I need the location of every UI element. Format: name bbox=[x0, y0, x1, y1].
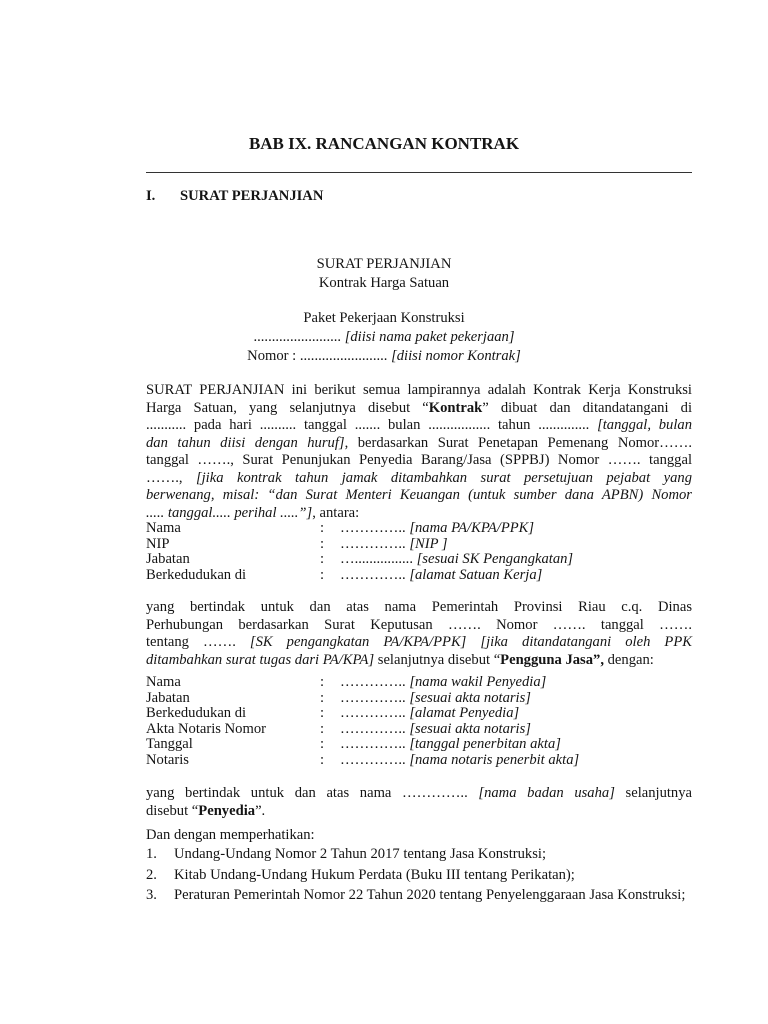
list-text: Kitab Undang-Undang Hukum Perdata (Buku III tentang Perikatan); bbox=[174, 866, 575, 883]
field-label: Nama bbox=[146, 520, 181, 536]
field-value: …................ [sesuai SK Pengangkatan] bbox=[340, 551, 574, 568]
section-heading bbox=[146, 188, 323, 205]
field-value: ………….. [alamat Penyedia] bbox=[340, 705, 520, 722]
party1-field-row bbox=[146, 568, 692, 584]
field-colon: : bbox=[320, 689, 325, 706]
party2-fields bbox=[146, 675, 692, 769]
list-text: Peraturan Pemerintah Nomor 22 Tahun 2020 tentang Penyelenggaraan Jasa Konstruksi; bbox=[174, 887, 686, 903]
field-value: ………….. [nama wakil Penyedia] bbox=[340, 674, 547, 690]
intro-line: ........... pada hari .......... tanggal ....... bulan ................. tahun .............. [tanggal, bulan bbox=[146, 417, 693, 433]
party1-paragraph bbox=[146, 599, 692, 669]
field-value: ………….. [sesuai akta notaris] bbox=[340, 720, 531, 737]
intro-line: tanggal ……., Surat Penunjukan Penyedia Barang/Jasa (SPPBJ) Nomor ……. tanggal bbox=[146, 452, 692, 468]
list-item bbox=[146, 887, 692, 905]
intro-paragraph bbox=[146, 382, 692, 522]
field-label: NIP bbox=[146, 535, 170, 552]
field-value: ………….. [NIP ] bbox=[340, 535, 448, 552]
field-label: Notaris bbox=[146, 751, 189, 768]
party1-fields bbox=[146, 521, 692, 583]
party1-line: tentang ……. [SK pengangkatan PA/KPA/PPK] [jika ditandatangani oleh PPK bbox=[146, 634, 692, 650]
title-divider bbox=[146, 172, 692, 173]
penyedia-term: Penyedia bbox=[198, 802, 256, 819]
list-number: 1. bbox=[146, 846, 157, 862]
chapter-title: BAB IX. RANCANGAN KONTRAK bbox=[248, 134, 520, 153]
field-colon: : bbox=[320, 736, 325, 753]
field-colon: : bbox=[320, 551, 325, 568]
party2-field-row bbox=[146, 691, 692, 707]
field-label: Akta Notaris Nomor bbox=[146, 720, 266, 737]
field-value: ………….. [nama notaris penerbit akta] bbox=[340, 751, 580, 768]
intro-line: ..... tanggal..... perihal .....”], antara: bbox=[146, 504, 360, 521]
kontrak-term: Kontrak bbox=[428, 399, 483, 416]
list-item bbox=[146, 846, 692, 864]
party1-field-row bbox=[146, 537, 692, 553]
party2-field-row bbox=[146, 675, 692, 691]
party1-field-row bbox=[146, 521, 692, 537]
list-text: Undang-Undang Nomor 2 Tahun 2017 tentang Jasa Konstruksi; bbox=[174, 846, 547, 862]
contract-number-label: Nomor : ........................ bbox=[247, 348, 388, 364]
field-label: Nama bbox=[146, 674, 181, 690]
list-number: 2. bbox=[146, 866, 157, 883]
party2-line: disebut “Penyedia”. bbox=[146, 802, 266, 819]
party2-field-row bbox=[146, 706, 692, 722]
field-label: Jabatan bbox=[146, 551, 190, 568]
package-name-dots: ........................ bbox=[253, 329, 342, 345]
field-colon: : bbox=[320, 705, 325, 722]
party2-line: yang bertindak untuk dan atas nama ………….. [nama badan usaha] selanjutnya bbox=[146, 785, 693, 801]
field-value: ………….. [alamat Satuan Kerja] bbox=[340, 566, 543, 583]
package-name-hint: [diisi nama paket pekerjaan] bbox=[344, 329, 515, 345]
party2-field-row bbox=[146, 753, 692, 769]
pengguna-jasa-term: Pengguna Jasa”, bbox=[500, 651, 604, 668]
party1-line: Perhubungan berdasarkan Surat Keputusan ……. Nomor ……. tanggal ……. bbox=[146, 616, 692, 633]
intro-line: SURAT PERJANJIAN ini berikut semua lampirannya adalah Kontrak Kerja Konstruksi bbox=[146, 382, 692, 398]
field-colon: : bbox=[320, 674, 325, 690]
contract-number-hint: [diisi nomor Kontrak] bbox=[391, 348, 521, 364]
package-label: Paket Pekerjaan Konstruksi bbox=[303, 310, 465, 326]
intro-line: ……., [jika kontrak tahun jamak ditambahkan surat persetujuan pejabat yang bbox=[146, 469, 692, 486]
party2-paragraph bbox=[146, 785, 692, 820]
intro-line: berwenang, misal: “dan Surat Menteri Keuangan (untuk sumber dana APBN) Nomor bbox=[146, 487, 692, 503]
party1-line: yang bertindak untuk dan atas nama Pemerintah Provinsi Riau c.q. Dinas bbox=[146, 599, 692, 615]
considering-list bbox=[146, 846, 692, 908]
field-colon: : bbox=[320, 520, 325, 536]
agreement-title: SURAT PERJANJIAN bbox=[316, 256, 452, 272]
field-value: ………….. [tanggal penerbitan akta] bbox=[340, 736, 561, 753]
party2-field-row bbox=[146, 737, 692, 753]
agreement-subtitle: Kontrak Harga Satuan bbox=[318, 275, 450, 291]
field-colon: : bbox=[320, 751, 325, 768]
party1-line: ditambahkan surat tugas dari PA/KPA] selanjutnya disebut “Pengguna Jasa”, dengan: bbox=[146, 651, 654, 668]
field-label: Jabatan bbox=[146, 689, 190, 706]
considering-intro: Dan dengan memperhatikan: bbox=[146, 827, 315, 843]
section-title: SURAT PERJANJIAN bbox=[180, 188, 324, 204]
field-value: ………….. [sesuai akta notaris] bbox=[340, 689, 531, 706]
field-colon: : bbox=[320, 566, 325, 583]
intro-line: Harga Satuan, yang selanjutnya disebut “Kontrak” dibuat dan ditandatangani di bbox=[146, 399, 692, 416]
field-label: Tanggal bbox=[146, 736, 193, 753]
field-label: Berkedudukan di bbox=[146, 566, 247, 583]
package-name-line bbox=[0, 329, 768, 346]
field-colon: : bbox=[320, 720, 325, 737]
section-number: I. bbox=[146, 188, 156, 204]
field-colon: : bbox=[320, 535, 325, 552]
intro-line: dan tahun diisi dengan huruf], berdasarkan Surat Penetapan Pemenang Nomor……. bbox=[146, 434, 693, 451]
contract-number-line bbox=[0, 348, 768, 365]
field-value: ………….. [nama PA/KPA/PPK] bbox=[340, 520, 535, 536]
field-label: Berkedudukan di bbox=[146, 705, 247, 722]
party1-field-row bbox=[146, 552, 692, 568]
list-item bbox=[146, 867, 692, 885]
party2-field-row bbox=[146, 722, 692, 738]
list-number: 3. bbox=[146, 887, 157, 903]
